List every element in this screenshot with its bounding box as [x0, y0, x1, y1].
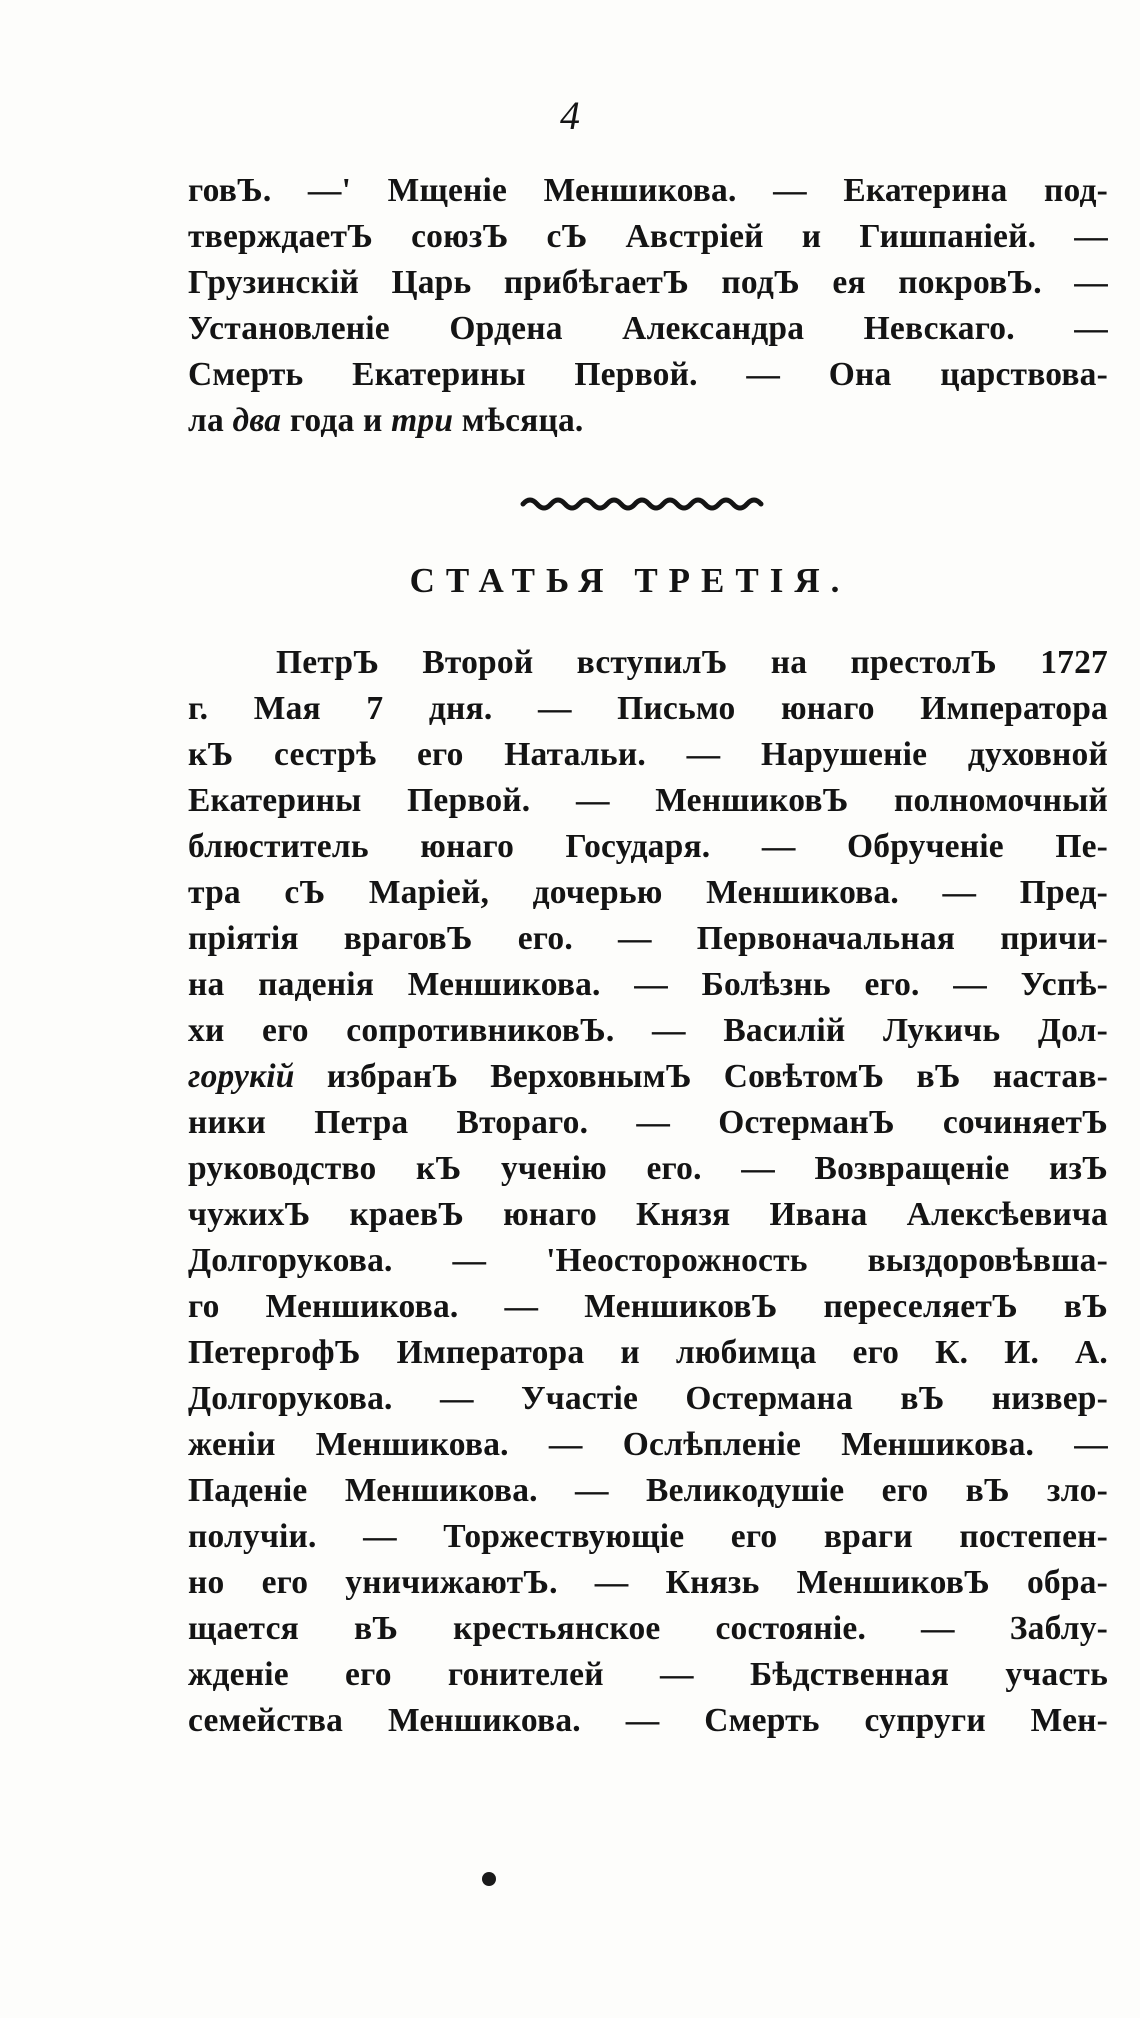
- text-line: Грузинскій Царь прибѣгаетЪ подЪ ея покровЪ. —: [188, 264, 1108, 301]
- text-line: горукій избранЪ ВерховнымЪ СовѣтомЪ вЪ настав-: [188, 1058, 1108, 1095]
- text-line: го Меншикова. — МеншиковЪ переселяетЪ вЪ: [188, 1288, 1108, 1325]
- chapter-title: СТАТЬЯ ТРЕТІЯ.: [409, 561, 851, 600]
- text-line: но его уничижаютЪ. — Князь МеншиковЪ обра-: [188, 1564, 1108, 1601]
- chapter-summary: [188, 640, 1108, 1744]
- text-line: Установленіе Ордена Александра Невскаго. —: [188, 310, 1108, 347]
- text-line: говЪ. —' Мщеніе Меншикова. — Екатерина под-: [188, 172, 1108, 209]
- page-mark: [482, 1872, 496, 1886]
- previous-chapter-summary: [188, 168, 1108, 444]
- text-line: Долгорукова. — Участіе Остермана вЪ низвер-: [188, 1380, 1108, 1417]
- text-line: ники Петра Втораго. — ОстерманЪ сочиняетЪ: [188, 1104, 1108, 1141]
- text-line: г. Мая 7 дня. — Письмо юнаго Императора: [188, 690, 1108, 727]
- text-line: пріятія враговЪ его. — Первоначальная причи-: [188, 920, 1108, 957]
- text-line: щается вЪ крестьянское состояніе. — Заблу-: [188, 1610, 1108, 1647]
- text-line: ПетрЪ Второй вступилЪ на престолЪ 1727: [276, 644, 1108, 681]
- text-line: тра сЪ Маріей, дочерью Меншикова. — Пред-: [188, 874, 1108, 911]
- text-line: на паденія Меншикова. — Болѣзнь его. — Успѣ-: [188, 966, 1108, 1003]
- text-line: блюститель юнаго Государя. — Обрученіе Пе-: [188, 828, 1108, 865]
- text-line: Паденіе Меншикова. — Великодушіе его вЪ зло-: [188, 1472, 1108, 1509]
- text-line: семейства Меншикова. — Смерть супруги Мен-: [188, 1702, 1108, 1739]
- text-line: женіи Меншикова. — Ослѣпленіе Меншикова. —: [188, 1426, 1108, 1463]
- text-line: Смерть Екатерины Первой. — Она царствова-: [188, 356, 1108, 393]
- text-line: получіи. — Торжествующіе его враги постепен-: [188, 1518, 1108, 1555]
- text-line: жденіе его гонителей — Бѣдственная участь: [188, 1656, 1108, 1693]
- text-line: ПетергофЪ Императора и любимца его К. И. А.: [188, 1334, 1108, 1371]
- text-line: чужихЪ краевЪ юнаго Князя Ивана Алексѣевича: [188, 1196, 1108, 1233]
- text-line: ла два года и три мѣсяца.: [188, 402, 584, 439]
- page-number: 4: [560, 93, 580, 138]
- ornament-divider: [520, 492, 770, 512]
- text-line: хи его сопротивниковЪ. — Василій Лукичь Дол-: [188, 1012, 1108, 1049]
- text-line: руководство кЪ ученію его. — Возвращеніе изЪ: [188, 1150, 1108, 1187]
- text-line: Екатерины Первой. — МеншиковЪ полномочный: [188, 782, 1108, 819]
- text-line: Долгорукова. — 'Неосторожность выздоровѣвша-: [188, 1242, 1108, 1279]
- text-line: тверждаетЪ союзЪ сЪ Австріей и Гишпаніей. —: [188, 218, 1108, 255]
- text-line: кЪ сестрѣ его Натальи. — Нарушеніе духовной: [188, 736, 1108, 773]
